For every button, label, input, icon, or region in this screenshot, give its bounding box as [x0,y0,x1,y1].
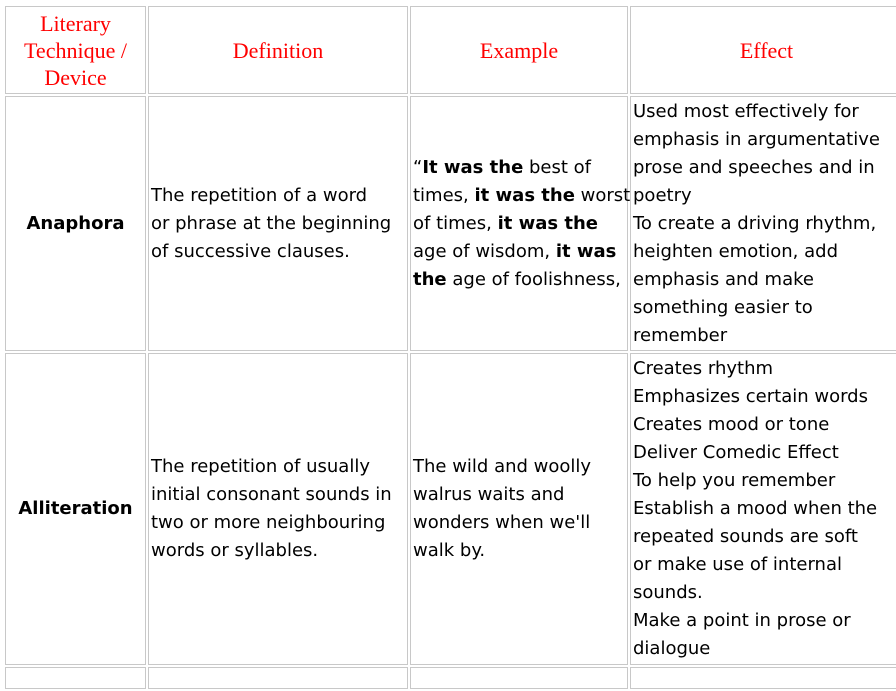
example-emphasis: it was the [474,184,575,206]
example-line [413,154,625,182]
literary-devices-table [3,4,896,691]
effect-cell: Used most effectively for emphasis in argumentative prose and speeches and in poetry To create a driving rhythm, heighten emotion, add emphasis and make something easier to remember [630,96,896,351]
example-text: best of [523,156,592,178]
definition-cell [148,667,408,689]
example-text: age of wisdom, [413,240,556,262]
example-cell [410,667,628,689]
term-cell [5,667,146,689]
header-row [5,6,896,94]
example-line [413,238,625,266]
example-emphasis: the [413,268,447,290]
example-emphasis: it was the [497,212,598,234]
table-row [5,667,896,689]
definition-cell: The repetition of a word or phrase at the beginning of successive clauses. [148,96,408,351]
example-text: worst [574,184,631,206]
example-emphasis: it was [555,240,617,262]
example-text: of times, [413,212,498,234]
example-line [413,182,631,210]
term-cell: Alliteration [5,353,146,665]
header-example: Example [410,6,628,94]
example-cell: The wild and woolly walrus waits and wonders when we'll walk by. [410,353,628,665]
term-cell: Anaphora [5,96,146,351]
table-row [5,96,896,351]
header-effect: Effect [630,6,896,94]
effect-cell [630,667,896,689]
definition-cell: The repetition of usually initial consonant sounds in two or more neighbouring words or syllables. [148,353,408,665]
example-line [413,210,625,238]
header-definition: Definition [148,6,408,94]
example-text: times, [413,184,475,206]
example-text: age of foolishness, [446,268,621,290]
effect-cell: Creates rhythm Emphasizes certain words Creates mood or tone Deliver Comedic Effect To help you remember Establish a mood when the repeated sounds are soft or make use of internal sounds. Make a point in prose or dialogue [630,353,896,665]
example-cell [410,96,631,351]
table-row [5,353,896,665]
example-line [413,266,625,294]
example-emphasis: It was the [422,156,524,178]
header-technique: Literary Technique / Device [5,6,146,94]
example-text: “ [413,156,423,178]
